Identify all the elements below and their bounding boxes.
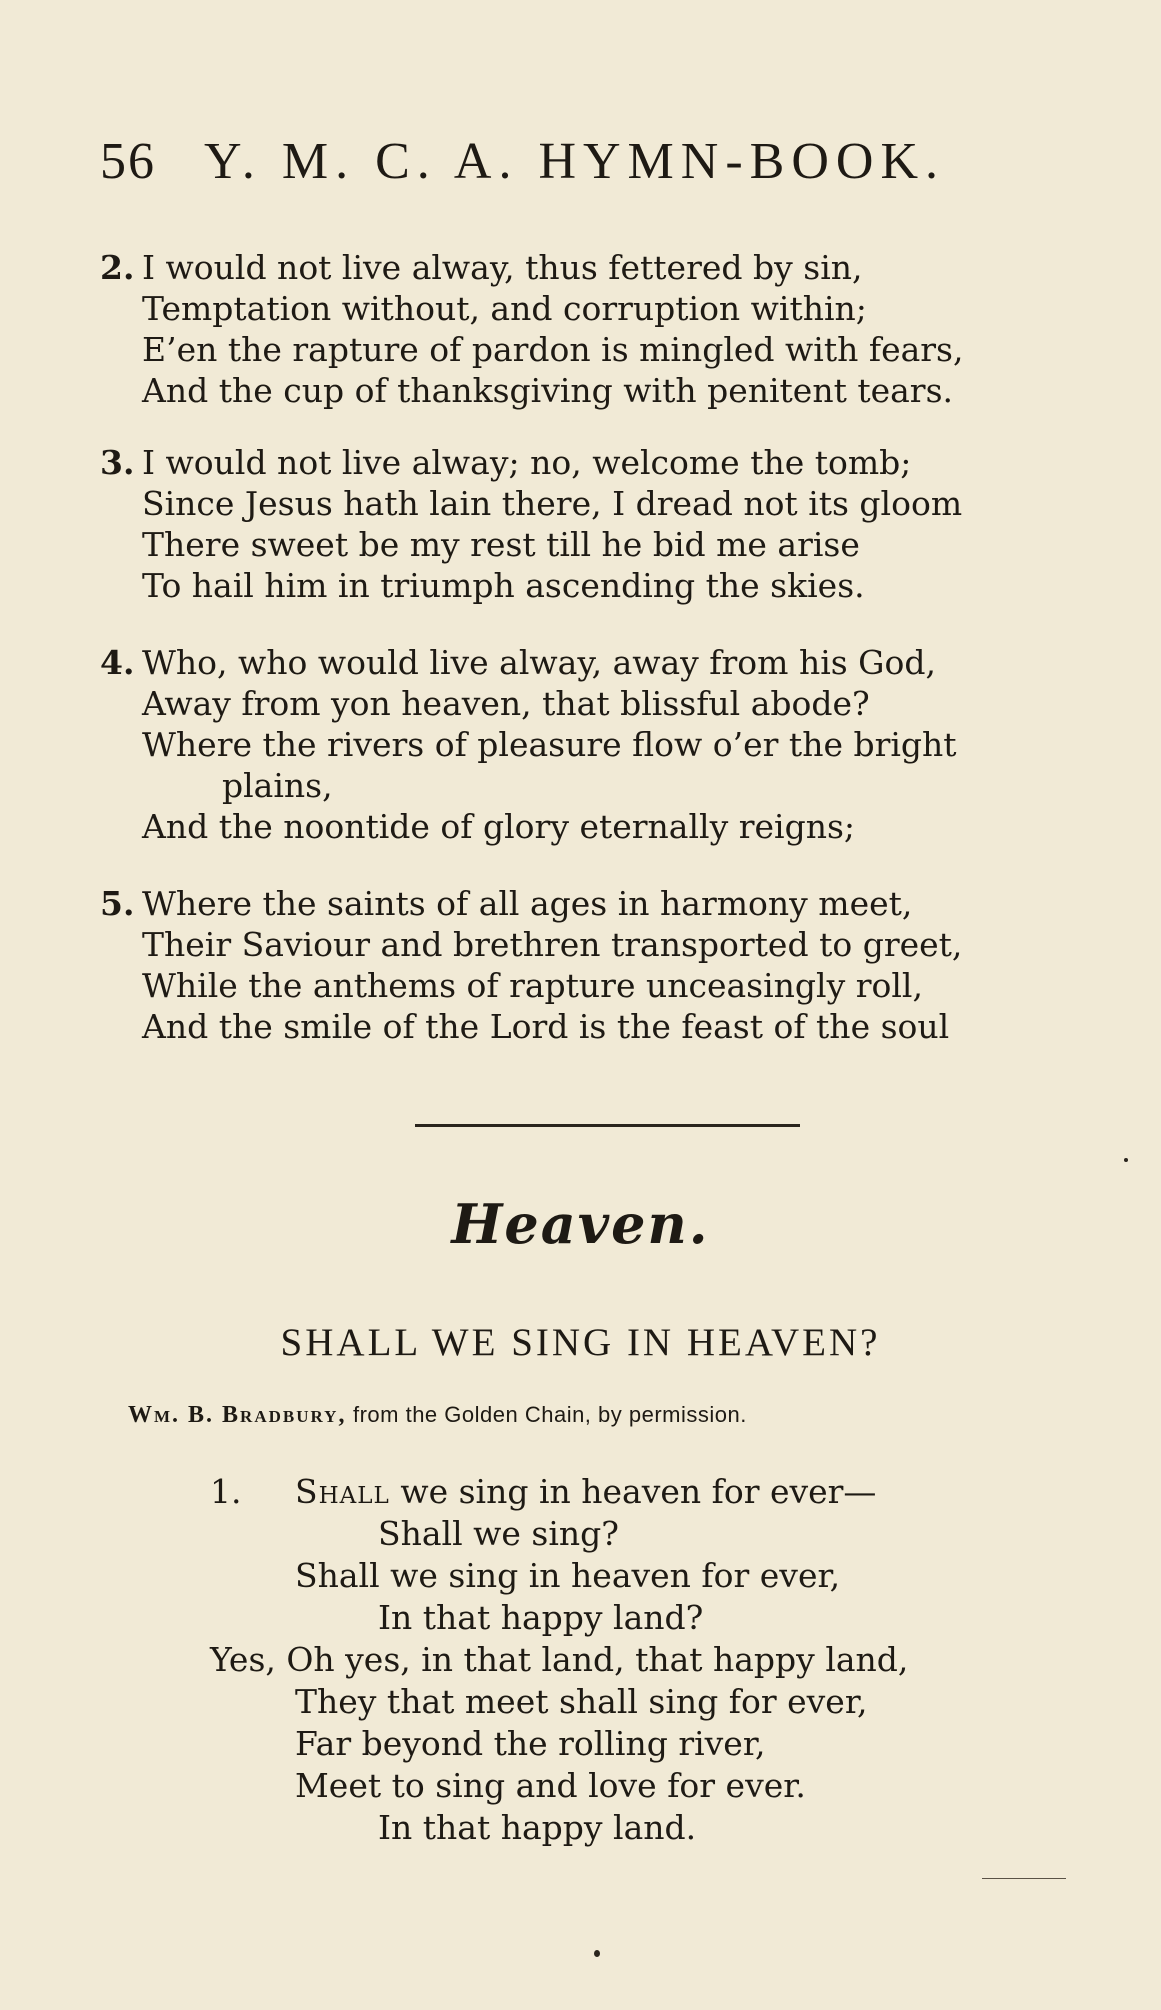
verse-line: Far beyond the rolling river, xyxy=(295,1724,766,1763)
stanza-number: 5. xyxy=(100,884,135,923)
verse-line: There sweet be my rest till he bid me arise xyxy=(142,525,860,564)
hymn-attribution xyxy=(128,1402,747,1429)
ink-speck xyxy=(594,1950,600,1957)
stanza-number: 2. xyxy=(100,248,135,287)
verse-line: E’en the rapture of pardon is mingled with fears, xyxy=(142,330,964,369)
section-divider xyxy=(415,1124,800,1127)
ink-mark xyxy=(982,1878,1066,1879)
ink-speck xyxy=(1124,1158,1128,1162)
verse-line: 3. I would not live alway; no, welcome the tomb; xyxy=(100,443,912,482)
hymn-title: SHALL WE SING IN HEAVEN? xyxy=(280,1321,881,1364)
source-note: from the Golden Chain, by permission. xyxy=(352,1402,747,1427)
stanza-number: 1. xyxy=(210,1472,242,1511)
stanza xyxy=(100,247,963,411)
first-word: Shall xyxy=(295,1472,390,1511)
verse-line: Away from yon heaven, that blissful abode? xyxy=(142,684,870,723)
verse-line: And the smile of the Lord is the feast of the soul xyxy=(142,1007,950,1046)
verse-line: 2. I would not live alway, thus fettered by sin, xyxy=(100,248,863,287)
hymn-stanza xyxy=(0,1471,1161,1849)
verse-line: 4. Who, who would live alway, away from his God, xyxy=(100,643,937,682)
verse-line-continuation: plains, xyxy=(222,766,333,805)
verse-line: In that happy land. xyxy=(378,1808,697,1847)
verse-line: While the anthems of rapture unceasingly roll, xyxy=(142,966,923,1005)
verse-line: Yes, Oh yes, in that land, that happy land, xyxy=(210,1640,909,1679)
verse-line: Shall we sing? xyxy=(378,1514,619,1553)
verse-line: Since Jesus hath lain there, I dread not its gloom xyxy=(142,484,963,523)
running-head xyxy=(100,132,945,191)
verse-line: Shall we sing in heaven for ever, xyxy=(295,1556,841,1595)
stanza-number: 4. xyxy=(100,643,135,682)
verse-line: And the noontide of glory eternally reigns; xyxy=(142,807,856,846)
verse-line: Where the rivers of pleasure flow o’er the bright xyxy=(142,725,957,764)
verse-line: 5. Where the saints of all ages in harmony meet, xyxy=(100,884,913,923)
verse-line: And the cup of thanksgiving with penitent tears. xyxy=(142,371,953,410)
stanza xyxy=(100,883,962,1047)
stanza xyxy=(100,442,962,606)
verse-line: Meet to sing and love for ever. xyxy=(295,1766,806,1805)
verse-line: Their Saviour and brethren transported to greet, xyxy=(142,925,963,964)
section-heading: Heaven. xyxy=(451,1192,710,1256)
composer-name: Wm. B. Bradbury, xyxy=(128,1402,347,1428)
verse-line: In that happy land? xyxy=(378,1598,704,1637)
verse-line: To hail him in triumph ascending the skies. xyxy=(142,566,865,605)
stanza xyxy=(100,642,957,847)
verse-line: 1. Shall we sing in heaven for ever— xyxy=(210,1472,877,1511)
verse-line: Temptation without, and corruption within; xyxy=(142,289,867,328)
running-title: Y. M. C. A. HYMN-BOOK. xyxy=(204,133,946,190)
stanza-number: 3. xyxy=(100,443,135,482)
page-number: 56 xyxy=(100,133,156,190)
verse-line: They that meet shall sing for ever, xyxy=(295,1682,868,1721)
